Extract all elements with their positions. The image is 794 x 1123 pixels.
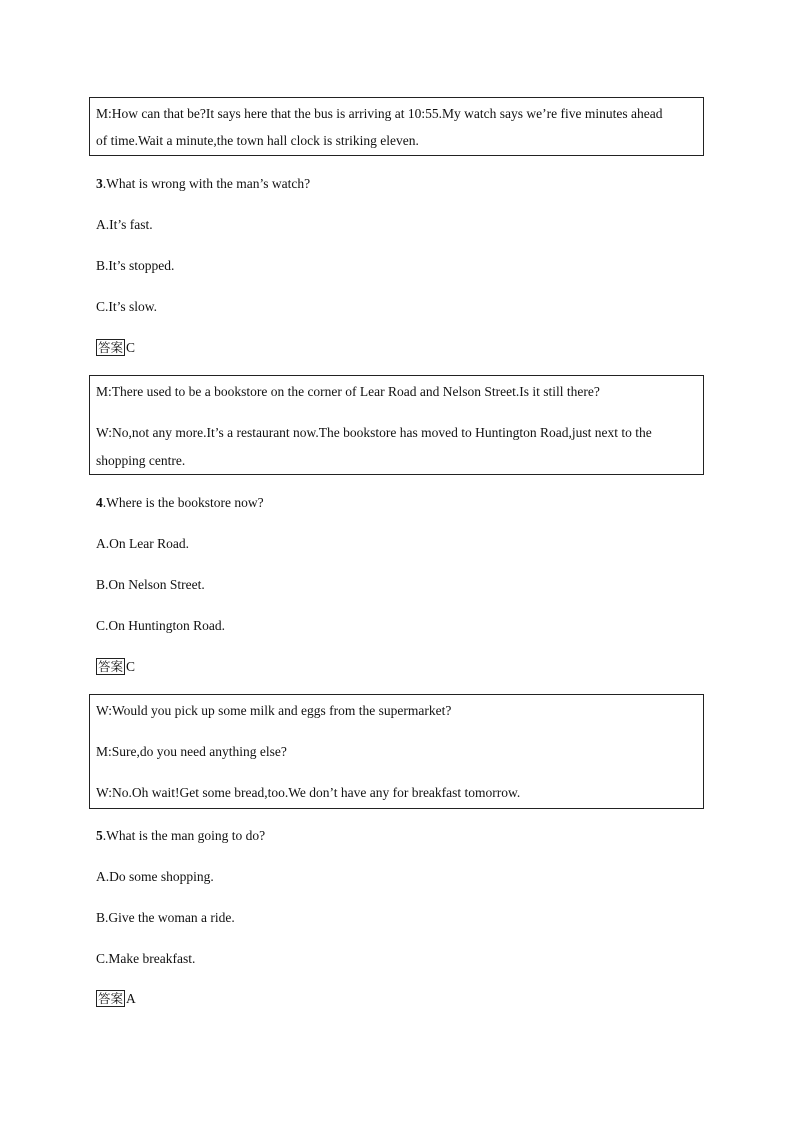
- transcript-line: M:How can that be?It says here that the bus is arriving at 10:55.My watch says we’re five minutes ahead: [96, 106, 663, 121]
- transcript-line: W:No.Oh wait!Get some bread,too.We don’t have any for breakfast tomorrow.: [96, 785, 521, 800]
- option-b: B.Give the woman a ride.: [96, 910, 235, 925]
- answer-value: A: [126, 991, 136, 1006]
- option-b: B.It’s stopped.: [96, 258, 175, 273]
- transcript-box: [89, 97, 704, 156]
- transcript-line: shopping centre.: [96, 453, 186, 468]
- option-a: A.On Lear Road.: [96, 536, 189, 551]
- transcript-line: M:There used to be a bookstore on the corner of Lear Road and Nelson Street.Is it still there?: [96, 384, 600, 399]
- question-text: .Where is the bookstore now?: [102, 495, 264, 510]
- option-b: B.On Nelson Street.: [96, 577, 205, 592]
- transcript-line: W:Would you pick up some milk and eggs from the supermarket?: [96, 703, 452, 718]
- transcript-line: W:No,not any more.It’s a restaurant now.The bookstore has moved to Huntington Road,just next to the: [96, 425, 652, 440]
- answer-label: 答案: [98, 991, 124, 1006]
- answer-line: [96, 658, 135, 676]
- question-text: .What is wrong with the man’s watch?: [102, 176, 311, 191]
- answer-value: C: [126, 659, 136, 674]
- question-number: 5: [96, 828, 103, 843]
- transcript-line: M:Sure,do you need anything else?: [96, 744, 287, 759]
- question: [96, 494, 264, 512]
- option-c: C.It’s slow.: [96, 299, 158, 314]
- option-a: A.Do some shopping.: [96, 869, 214, 884]
- option-a: A.It’s fast.: [96, 217, 153, 232]
- transcript-line: of time.Wait a minute,the town hall clock is striking eleven.: [96, 133, 419, 148]
- question-text: .What is the man going to do?: [102, 828, 266, 843]
- answer-line: [96, 339, 135, 357]
- question-number: 4: [96, 495, 103, 510]
- question: [96, 175, 310, 193]
- answer-label: 答案: [98, 659, 124, 674]
- transcript-box: [89, 694, 704, 809]
- answer-label: 答案: [98, 340, 124, 355]
- answer-value: C: [126, 340, 136, 355]
- answer-line: [96, 990, 136, 1008]
- option-c: C.Make breakfast.: [96, 951, 196, 966]
- option-c: C.On Huntington Road.: [96, 618, 226, 633]
- question-number: 3: [96, 176, 103, 191]
- question: [96, 827, 265, 845]
- transcript-box: [89, 375, 704, 475]
